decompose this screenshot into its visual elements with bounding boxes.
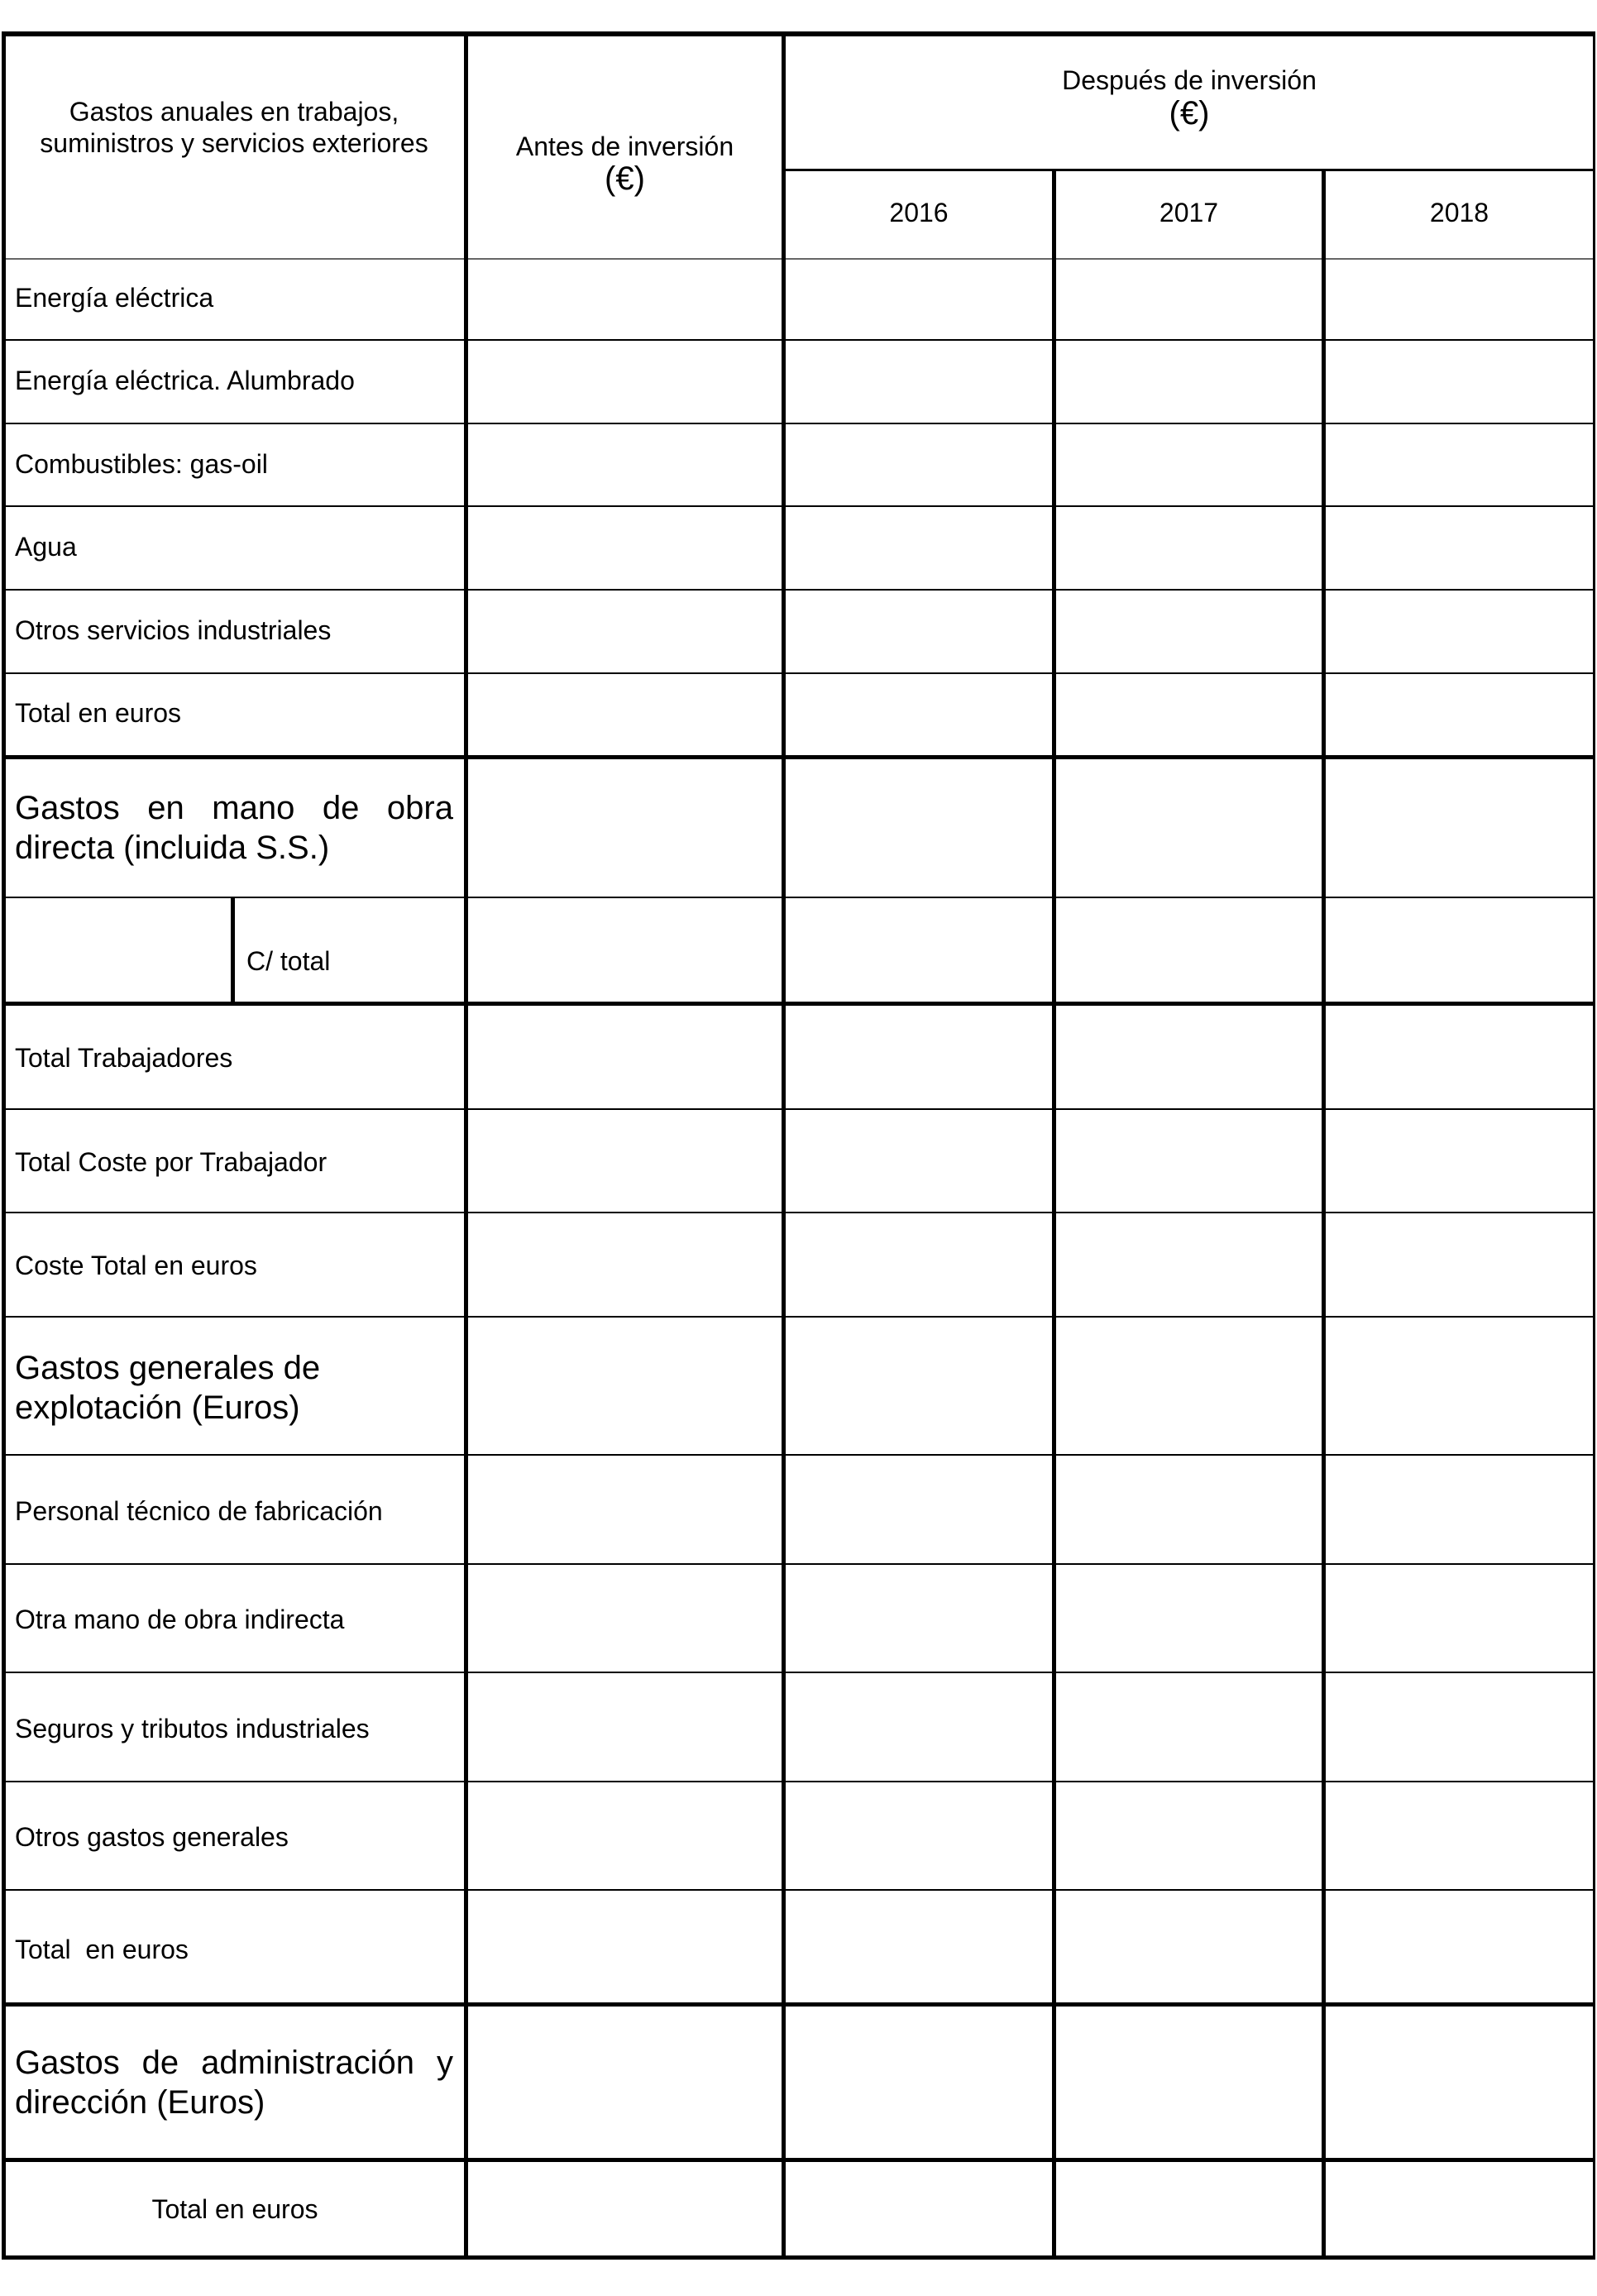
section-divider — [4, 755, 1595, 759]
section-divider — [4, 1002, 1595, 1006]
row-label-alumbrado: Energía eléctrica. Alumbrado — [15, 366, 355, 395]
before-investment-unit: (€) — [605, 160, 645, 198]
row-divider — [4, 1563, 1595, 1565]
row-label-combustibles: Combustibles: gas-oil — [15, 449, 268, 479]
row-label-coste-total: Coste Total en euros — [15, 1251, 257, 1280]
table-border-top — [4, 31, 1595, 36]
row-label-total-section3: Total en euros — [15, 1935, 189, 1964]
row-divider — [4, 672, 1595, 674]
row-label-agua: Agua — [15, 532, 77, 562]
row-divider — [4, 423, 1595, 424]
header-bottom-divider — [4, 258, 1595, 260]
row-label-coste-por-trabajador: Total Coste por Trabajador — [15, 1147, 328, 1177]
subtotal-cell-divider — [231, 897, 235, 1004]
row-divider — [786, 169, 1595, 171]
row-divider — [4, 1212, 1595, 1213]
year-header-2018: 2018 — [1429, 198, 1489, 227]
concept-column-header: Gastos anuales en trabajos, suministros y servicios exteriores — [40, 97, 428, 159]
row-divider — [4, 1316, 1595, 1318]
row-divider — [4, 1889, 1595, 1891]
row-label-otros-servicios: Otros servicios industriales — [15, 615, 332, 645]
row-divider — [4, 505, 1595, 507]
after-investment-header — [786, 65, 1593, 131]
row-label-otros-gastos: Otros gastos generales — [15, 1822, 289, 1852]
row-label-total-section1: Total en euros — [15, 698, 182, 728]
row-divider — [4, 589, 1595, 591]
row-label-total-section4: Total en euros — [151, 2194, 318, 2224]
section-divider — [4, 2158, 1595, 2162]
row-label-energia-electrica: Energía eléctrica — [15, 283, 214, 313]
before-investment-header — [468, 131, 782, 198]
section-title-mano-de-obra: Gastos en mano de obra directa (incluida S.S.) — [15, 790, 453, 866]
row-divider — [4, 1454, 1595, 1456]
before-investment-label: Antes de inversión — [515, 132, 734, 161]
row-divider — [4, 897, 1595, 898]
row-divider — [4, 339, 1595, 341]
column-divider — [782, 31, 786, 2260]
column-divider — [464, 31, 468, 2260]
row-label-total-trabajadores: Total Trabajadores — [15, 1043, 233, 1073]
row-divider — [4, 1781, 1595, 1782]
row-label-seguros-tributos: Seguros y tributos industriales — [15, 1714, 370, 1744]
row-divider — [4, 1108, 1595, 1110]
table-border-bottom — [4, 2255, 1595, 2260]
row-label-otra-mano-obra: Otra mano de obra indirecta — [15, 1605, 345, 1634]
table-border-right — [1593, 31, 1595, 2260]
section-title-gastos-generales: Gastos generales de explotación (Euros) — [15, 1350, 321, 1426]
row-label-personal-tecnico: Personal técnico de fabricación — [15, 1496, 383, 1526]
year-header-2016: 2016 — [889, 198, 949, 227]
row-label-subtotal: C/ total — [246, 946, 331, 976]
table-border-left — [2, 31, 6, 2260]
row-divider — [4, 1672, 1595, 1673]
column-divider — [1052, 169, 1056, 2260]
after-investment-unit: (€) — [1169, 95, 1210, 132]
year-header-2017: 2017 — [1159, 198, 1219, 227]
column-divider — [1322, 169, 1326, 2260]
after-investment-label: Después de inversión — [1062, 65, 1317, 95]
section-divider — [4, 2002, 1595, 2007]
section-title-administracion: Gastos de administración y dirección (Euros) — [15, 2045, 453, 2121]
